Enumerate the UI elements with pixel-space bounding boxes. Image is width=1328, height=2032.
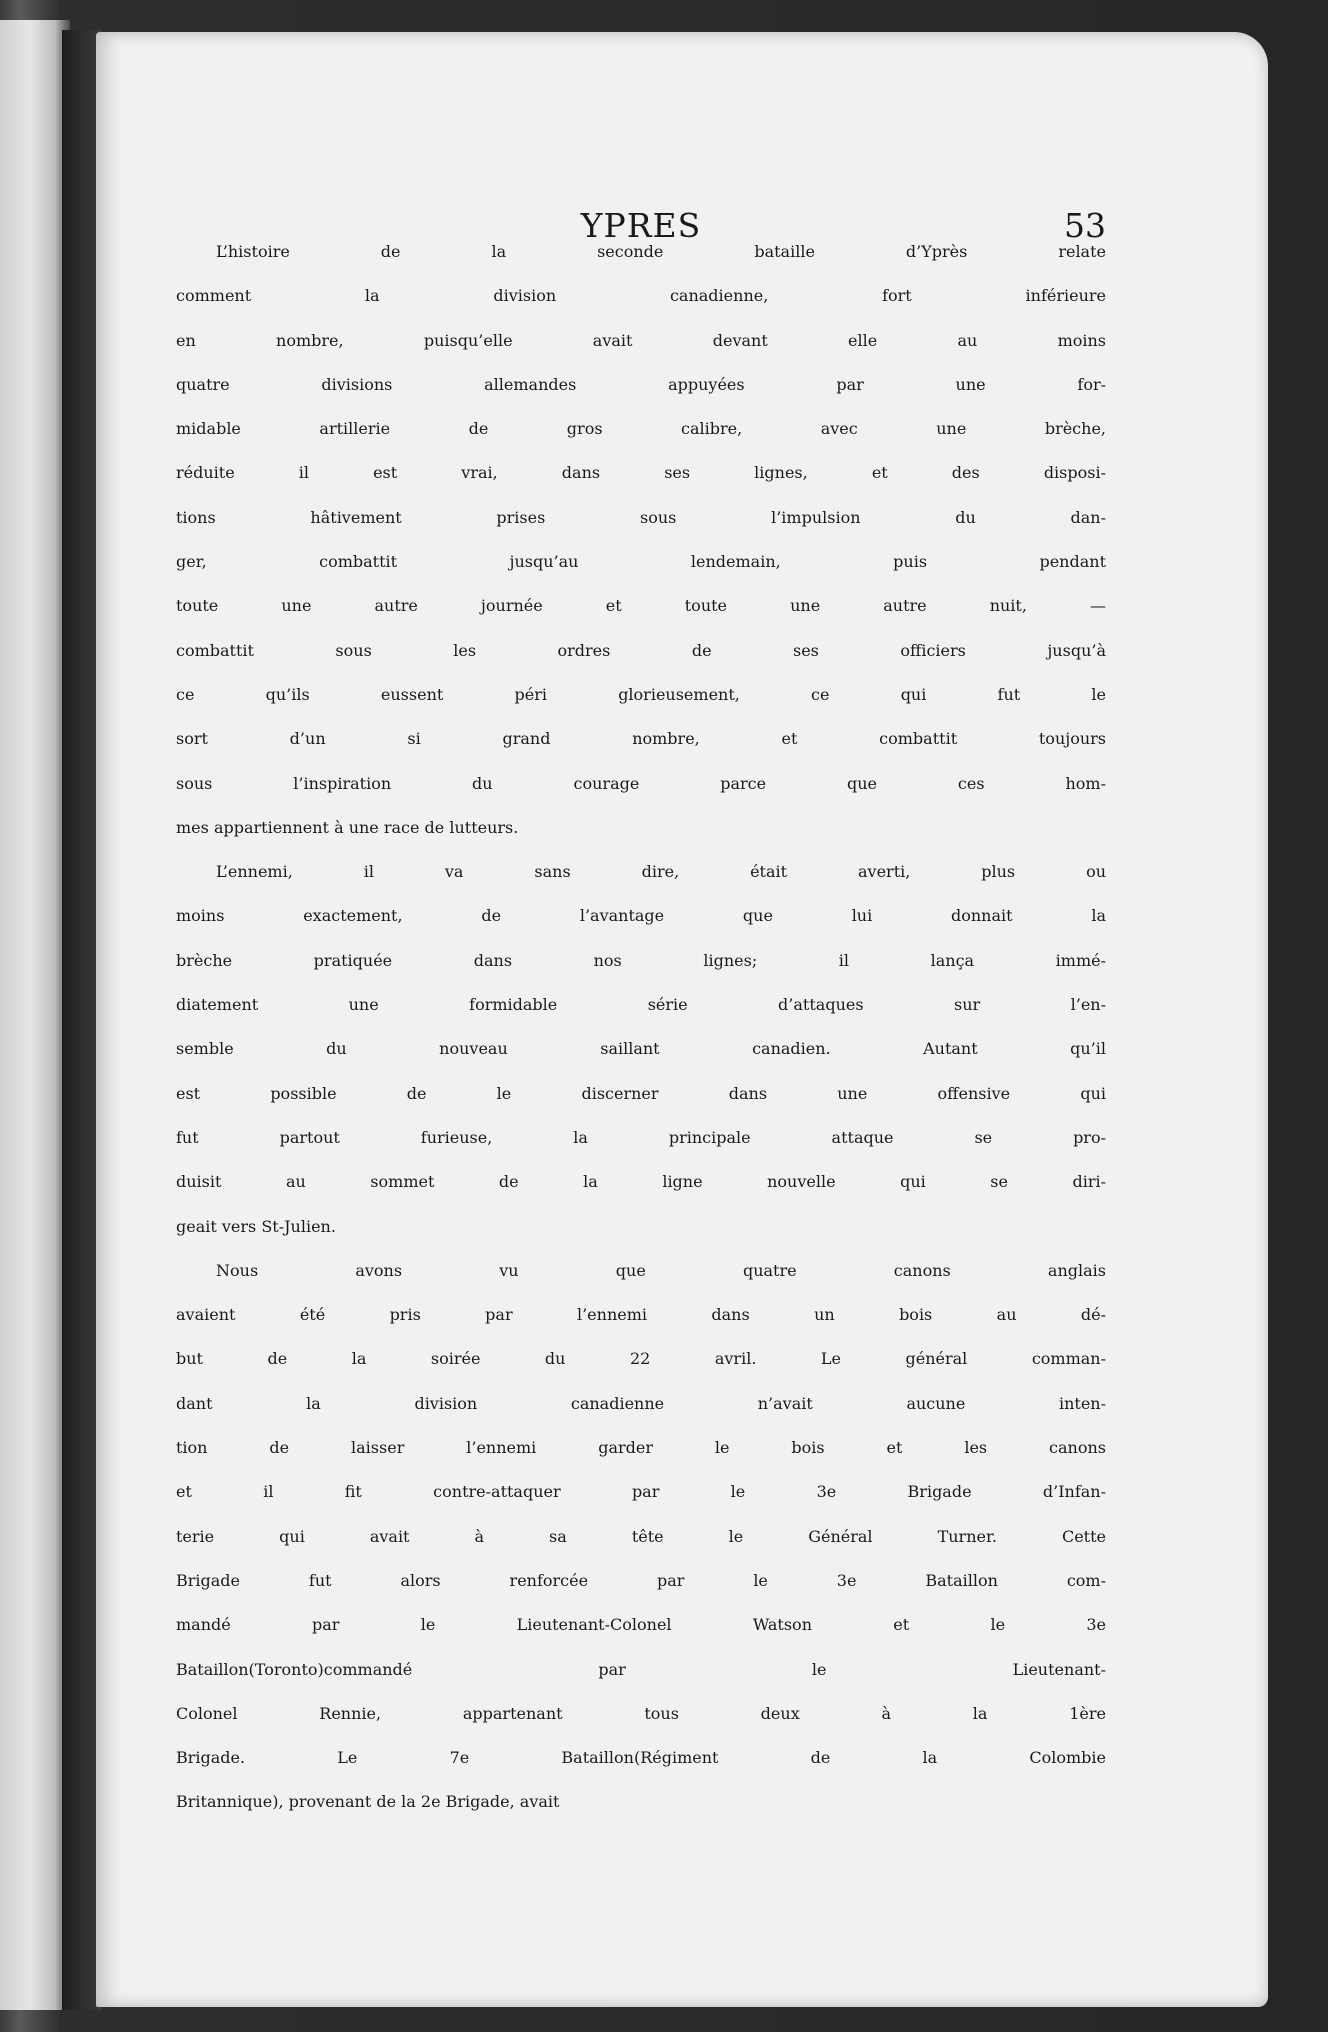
text-line: sous l’inspiration du courage parce que ces hom- — [176, 773, 1106, 793]
text-line: midable artillerie de gros calibre, avec une brèche, — [176, 419, 1106, 439]
text-line: moins exactement, de l’avantage que lui donnait la — [176, 906, 1106, 926]
text-line: toute une autre journée et toute une autre nuit, — — [176, 596, 1106, 616]
text-line: but de la soirée du 22 avril. Le général comman- — [176, 1349, 1106, 1369]
text-line: et il fit contre-attaquer par le 3e Brigade d’Infan- — [176, 1482, 1106, 1502]
text-line: quatre divisions allemandes appuyées par une for- — [176, 374, 1106, 394]
text-line: semble du nouveau saillant canadien. Autant qu’il — [176, 1039, 1106, 1059]
text-line: duisit au sommet de la ligne nouvelle qui se diri- — [176, 1172, 1106, 1192]
text-line: fut partout furieuse, la principale attaque se pro- — [176, 1127, 1106, 1147]
text-line: est possible de le discerner dans une offensive qui — [176, 1083, 1106, 1103]
text-line: brèche pratiquée dans nos lignes; il lança immé- — [176, 950, 1106, 970]
body-text — [176, 242, 1106, 1837]
book-page — [96, 32, 1268, 2007]
text-line: Britannique), provenant de la 2e Brigade, avait — [176, 1792, 560, 1812]
text-line: terie qui avait à sa tête le Général Turner. Cette — [176, 1526, 1106, 1546]
text-line: en nombre, puisqu’elle avait devant elle au moins — [176, 330, 1106, 350]
text-line: diatement une formidable série d’attaques sur l’en- — [176, 995, 1106, 1015]
text-line: L’histoire de la seconde bataille d’Yprès relate — [216, 242, 1106, 261]
text-line: Brigade fut alors renforcée par le 3e Bataillon com- — [176, 1570, 1106, 1590]
text-line: combattit sous les ordres de ses officiers jusqu’à — [176, 640, 1106, 660]
page-content — [176, 172, 1106, 1837]
left-page-edge — [0, 20, 70, 2010]
page-number: 53 — [1064, 206, 1106, 245]
text-line: ce qu’ils eussent péri glorieusement, ce qui fut le — [176, 684, 1106, 704]
text-line: réduite il est vrai, dans ses lignes, et des disposi- — [176, 463, 1106, 483]
text-line: Colonel Rennie, appartenant tous deux à la 1ère — [176, 1703, 1106, 1723]
running-header — [176, 172, 1106, 245]
paragraph — [176, 242, 1106, 862]
text-line: Bataillon(Toronto)commandé par le Lieutenant- — [176, 1659, 1106, 1679]
text-line: tion de laisser l’ennemi garder le bois et les canons — [176, 1438, 1106, 1458]
text-line: mes appartiennent à une race de lutteurs. — [176, 817, 519, 837]
text-line: L’ennemi, il va sans dire, était averti, plus ou — [216, 862, 1106, 882]
text-line: Brigade. Le 7e Bataillon(Régiment de la Colombie — [176, 1748, 1106, 1768]
text-line: avaient été pris par l’ennemi dans un bois au dé- — [176, 1305, 1106, 1325]
text-line: comment la division canadienne, fort inférieure — [176, 286, 1106, 306]
paragraph — [176, 862, 1106, 1261]
text-line: sort d’un si grand nombre, et combattit toujours — [176, 729, 1106, 749]
paragraph — [176, 1261, 1106, 1837]
text-line: dant la division canadienne n’avait aucune inten- — [176, 1393, 1106, 1413]
text-line: ger, combattit jusqu’au lendemain, puis pendant — [176, 552, 1106, 572]
text-line: geait vers St-Julien. — [176, 1216, 336, 1236]
text-line: tions hâtivement prises sous l’impulsion du dan- — [176, 507, 1106, 527]
text-line: Nous avons vu que quatre canons anglais — [216, 1260, 1106, 1280]
running-title: YPRES — [580, 206, 702, 245]
text-line: mandé par le Lieutenant-Colonel Watson et le 3e — [176, 1615, 1106, 1635]
